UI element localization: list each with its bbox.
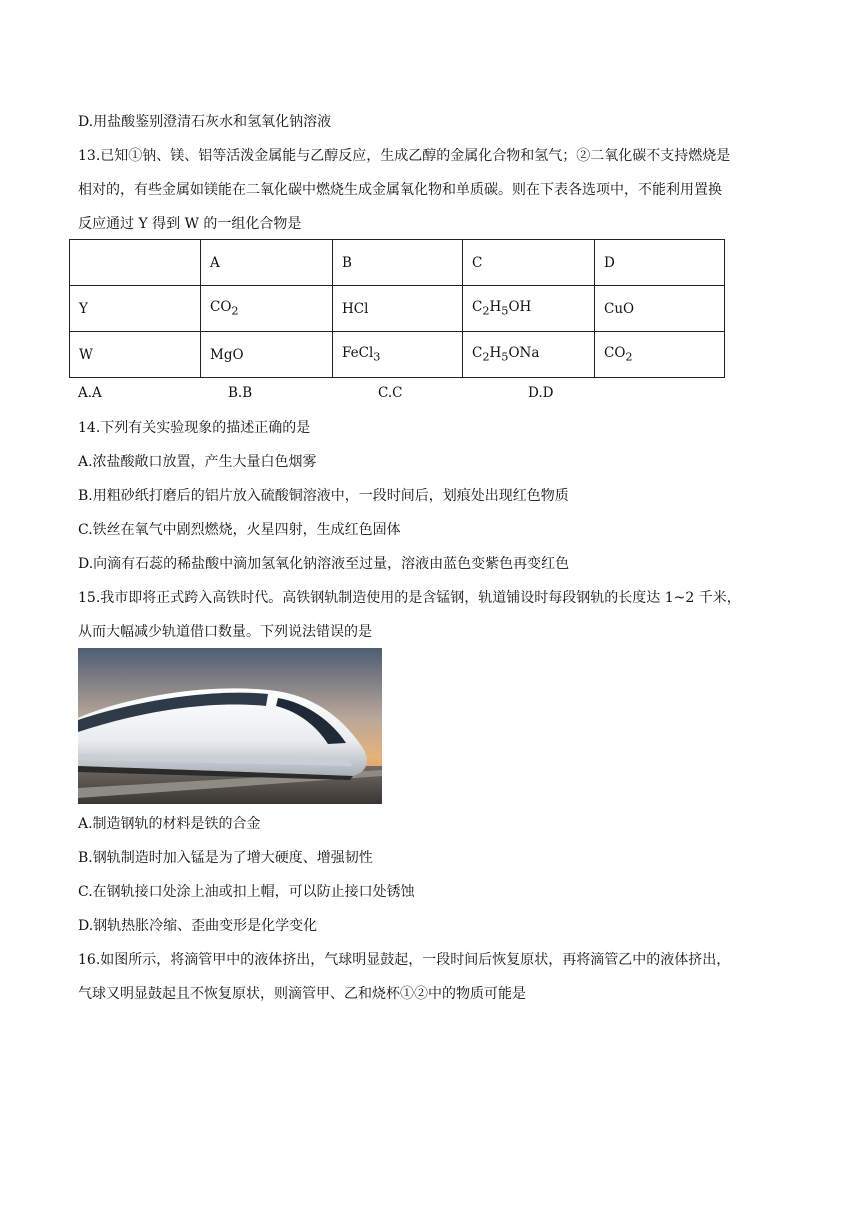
row-y-d: CuO [595,286,725,332]
q16-stem-line-1: 16.如图所示，将滴管甲中的液体挤出，气球明显鼓起，一段时间后恢复原状，再将滴管乙中的液体挤出， [78,952,731,968]
q15-stem-line-1: 15.我市即将正式跨入高铁时代。高铁钢轨制造使用的是含锰钢，轨道铺设时每段钢轨的长度达 1~2 千米， [78,590,741,606]
q15-option-d: D.钢轨热胀冷缩、歪曲变形是化学变化 [78,918,318,934]
q15-option-b: B.钢轨制造时加入锰是为了增大硬度、增强韧性 [78,850,373,866]
q13-option-d: D.D [528,385,554,401]
row-y-b: HCl [333,286,463,332]
row-y-label: Y [70,286,201,332]
row-w-d: $CO_2$ [595,332,725,378]
q13-table [69,239,725,378]
q14-option-b: B.用粗砂纸打磨后的铝片放入硫酸铜溶液中，一段时间后，划痕处出现红色物质 [78,488,569,504]
q16-stem-line-2: 气球又明显鼓起且不恢复原状，则滴管甲、乙和烧杯①②中的物质可能是 [78,986,526,1002]
table-row-w [70,332,725,378]
q13-option-b: B.B [228,385,253,401]
q13-stem-line-2: 相对的，有些金属如镁能在二氧化碳中燃烧生成金属氧化物和单质碳。则在下表各选项中，不能利用置换 [78,182,722,198]
header-cell-d: D [595,240,725,286]
q12-option-d: D.用盐酸鉴别澄清石灰水和氢氧化钠溶液 [78,114,332,130]
table-row-y [70,286,725,332]
q13-option-c: C.C [378,385,403,401]
q13-stem-line-1: 13.已知①钠、镁、铝等活泼金属能与乙醇反应，生成乙醇的金属化合物和氢气；②二氧化碳不支持燃烧是 [78,148,731,164]
q15-stem-line-2: 从而大幅减少轨道借口数量。下列说法错误的是 [78,624,372,640]
row-w-c: $C_2H_5ONa$ [463,332,595,378]
q14-option-a: A.浓盐酸敞口放置，产生大量白色烟雾 [78,454,317,470]
q15-option-c: C.在钢轨接口处涂上油或扣上帽，可以防止接口处锈蚀 [78,884,415,900]
header-cell-c: C [463,240,595,286]
q14-stem: 14.下列有关实验现象的描述正确的是 [78,420,311,436]
q13-stem-line-3: 反应通过 Y 得到 W 的一组化合物是 [78,216,302,232]
row-w-a: MgO [201,332,333,378]
row-w-b: FeCl$_3$ [333,332,463,378]
q15-option-a: A.制造钢轨的材料是铁的合金 [78,816,261,832]
header-cell-empty [70,240,201,286]
header-cell-a: A [201,240,333,286]
row-y-a: $CO_2$ [201,286,333,332]
q13-option-a: A.A [78,385,102,401]
row-y-c: $C_2H_5OH$ [463,286,595,332]
table-header-row [70,240,725,286]
q14-option-d: D.向滴有石蕊的稀盐酸中滴加氢氧化钠溶液至过量，溶液由蓝色变紫色再变红色 [78,556,570,572]
high-speed-train-photo [78,648,382,804]
row-w-label: W [70,332,201,378]
q14-option-c: C.铁丝在氧气中剧烈燃烧，火星四射，生成红色固体 [78,522,401,538]
header-cell-b: B [333,240,463,286]
